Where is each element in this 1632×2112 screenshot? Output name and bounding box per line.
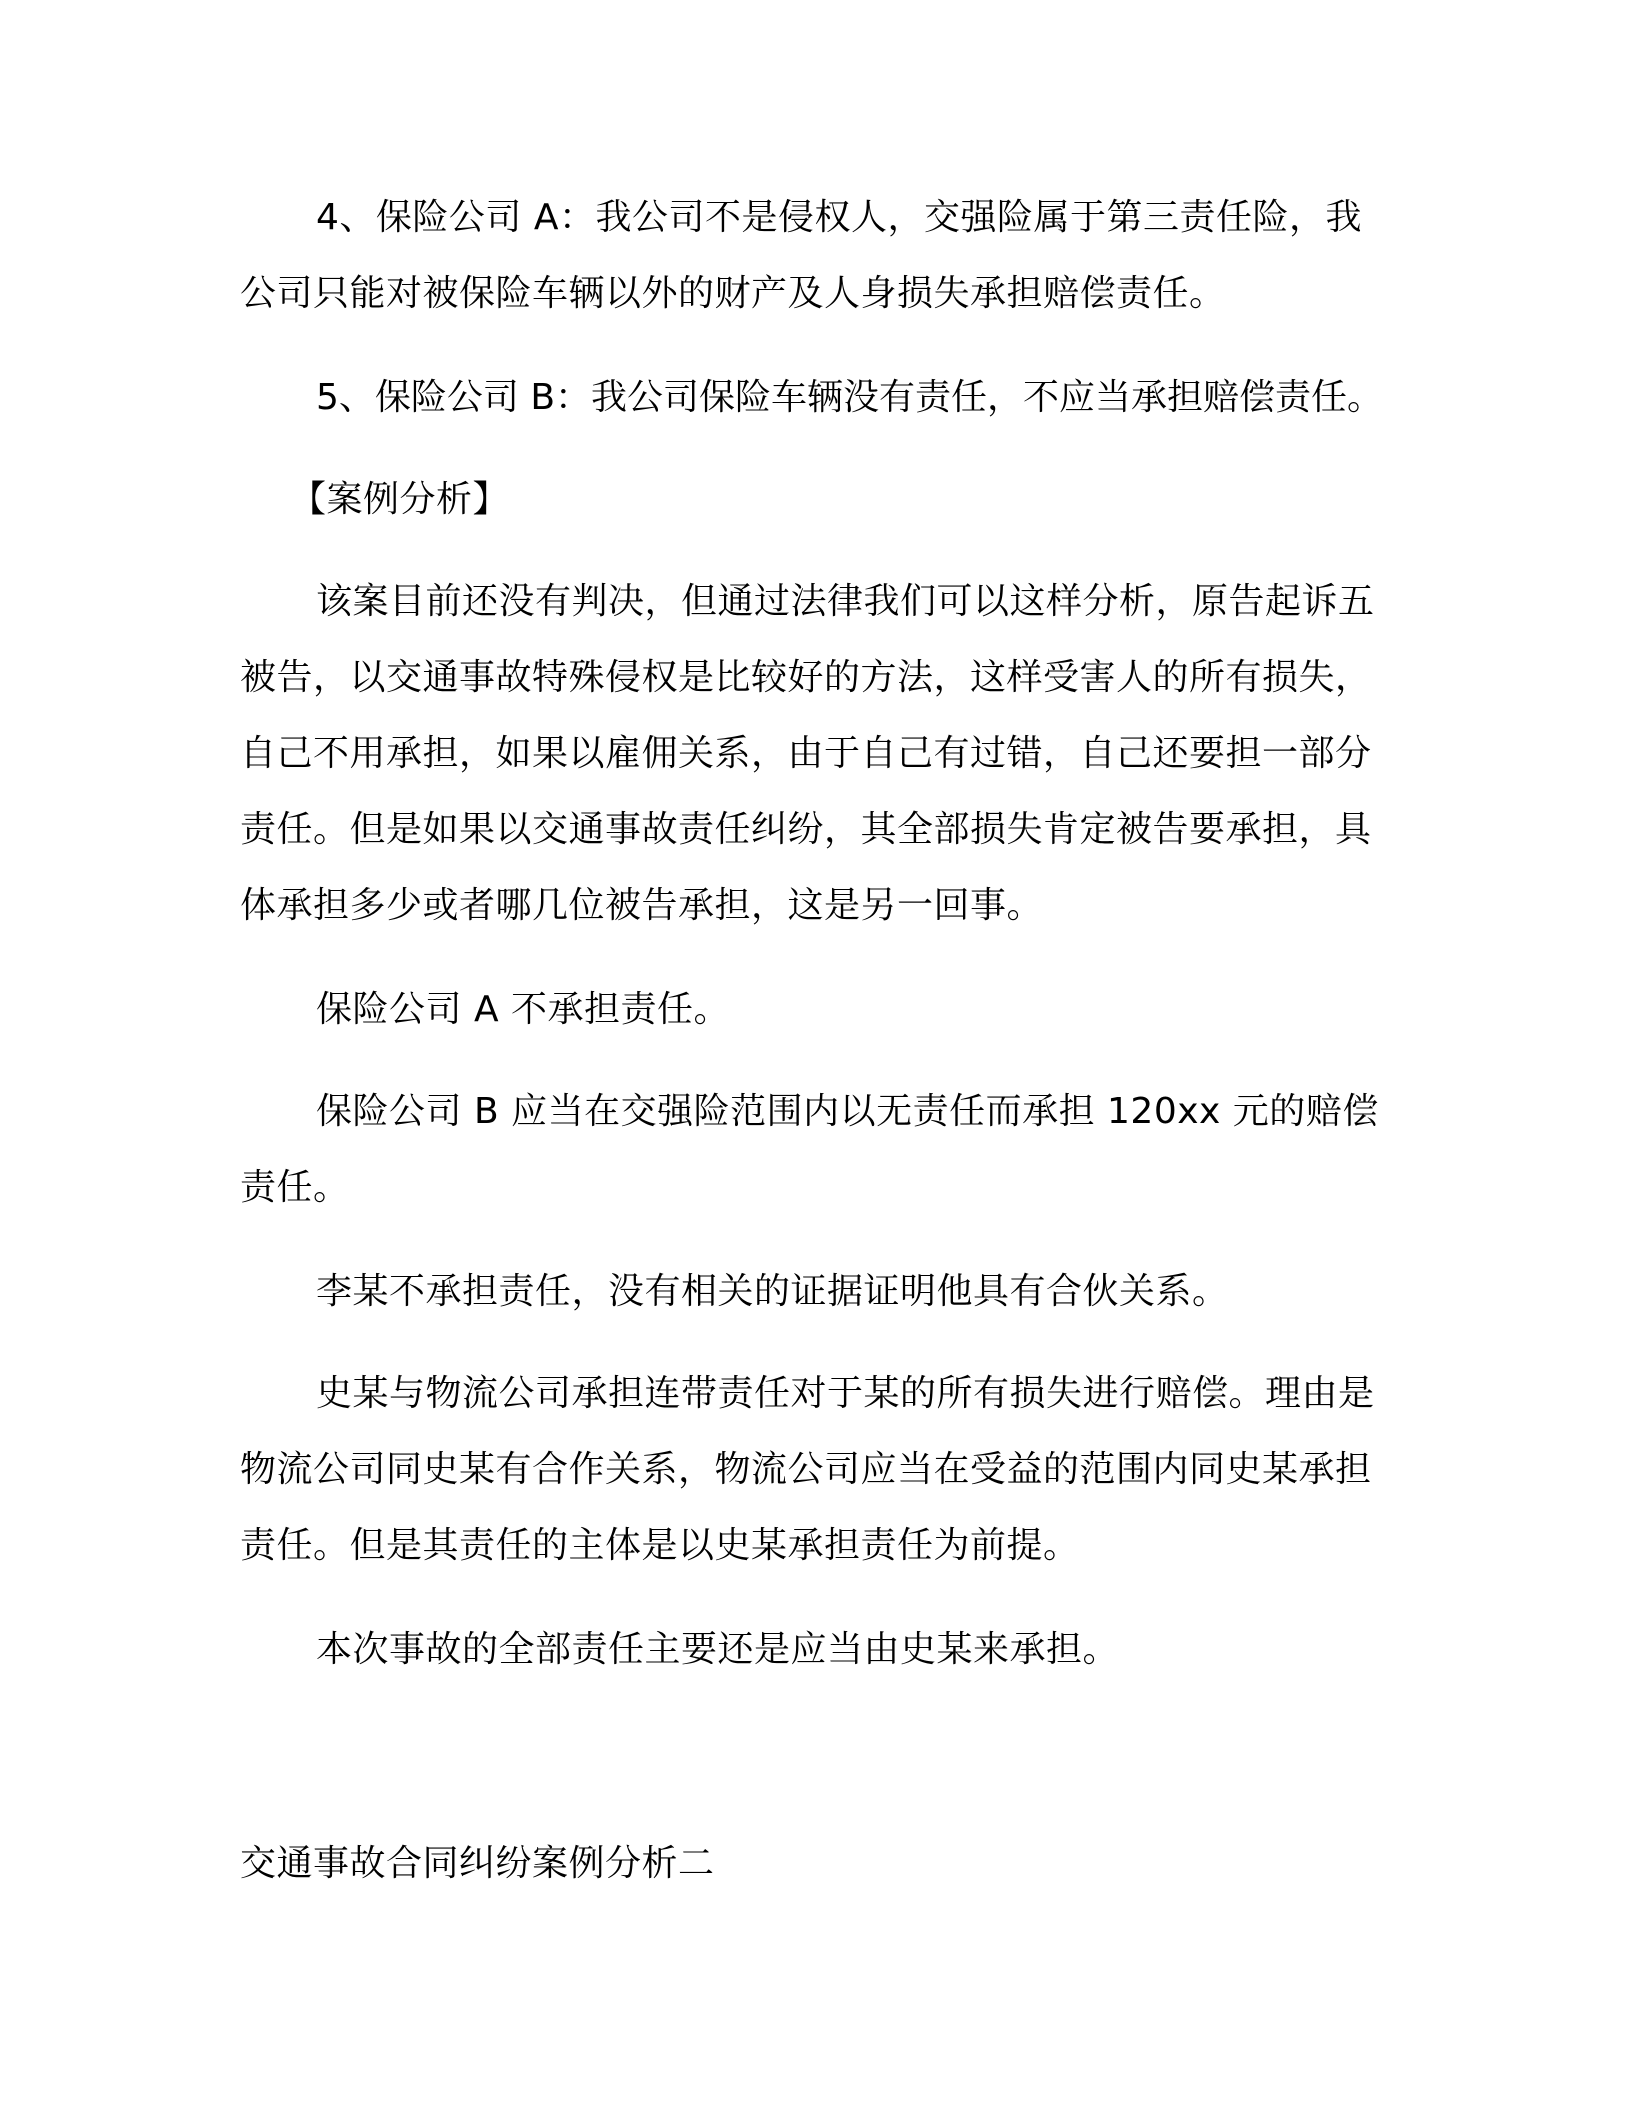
section-title: 交通事故合同纠纷案例分析二 [240, 1843, 715, 1884]
paragraph-insurer-a-conclusion: 保险公司 A 不承担责任。 [316, 989, 731, 1030]
paragraph-shi-conclusion: 史某与物流公司承担连带责任对于某的所有损失进行赔偿。理由是物流公司同史某有合作关系，物流公司应当在受益的范围内同史某承担责任。但是其责任的主体是以史某承担责任为前提。 [240, 1373, 1375, 1566]
paragraph-insurer-b-conclusion: 保险公司 B 应当在交强险范围内以无责任而承担 120xx 元的赔偿责任。 [240, 1091, 1379, 1208]
paragraph-final-conclusion: 本次事故的全部责任主要还是应当由史某来承担。 [316, 1629, 1120, 1670]
case-analysis-heading: 【案例分析】 [290, 479, 510, 520]
paragraph-li-conclusion: 李某不承担责任，没有相关的证据证明他具有合伙关系。 [316, 1271, 1229, 1312]
paragraph-insurer-b-claim: 5、保险公司 B：我公司保险车辆没有责任，不应当承担赔偿责任。 [316, 377, 1384, 418]
paragraph-case-analysis: 该案目前还没有判决，但通过法律我们可以这样分析，原告起诉五被告，以交通事故特殊侵权是比较好的方法，这样受害人的所有损失，自己不用承担，如果以雇佣关系，由于自己有过错，自己还要担一部分责任。但是如果以交通事故责任纠纷，其全部损失肯定被告要承担，具体承担多少或者哪几位被告承担，这是另一回事。 [240, 581, 1375, 926]
paragraph-insurer-a-claim: 4、保险公司 A：我公司不是侵权人，交强险属于第三责任险，我公司只能对被保险车辆以外的财产及人身损失承担赔偿责任。 [240, 197, 1362, 314]
